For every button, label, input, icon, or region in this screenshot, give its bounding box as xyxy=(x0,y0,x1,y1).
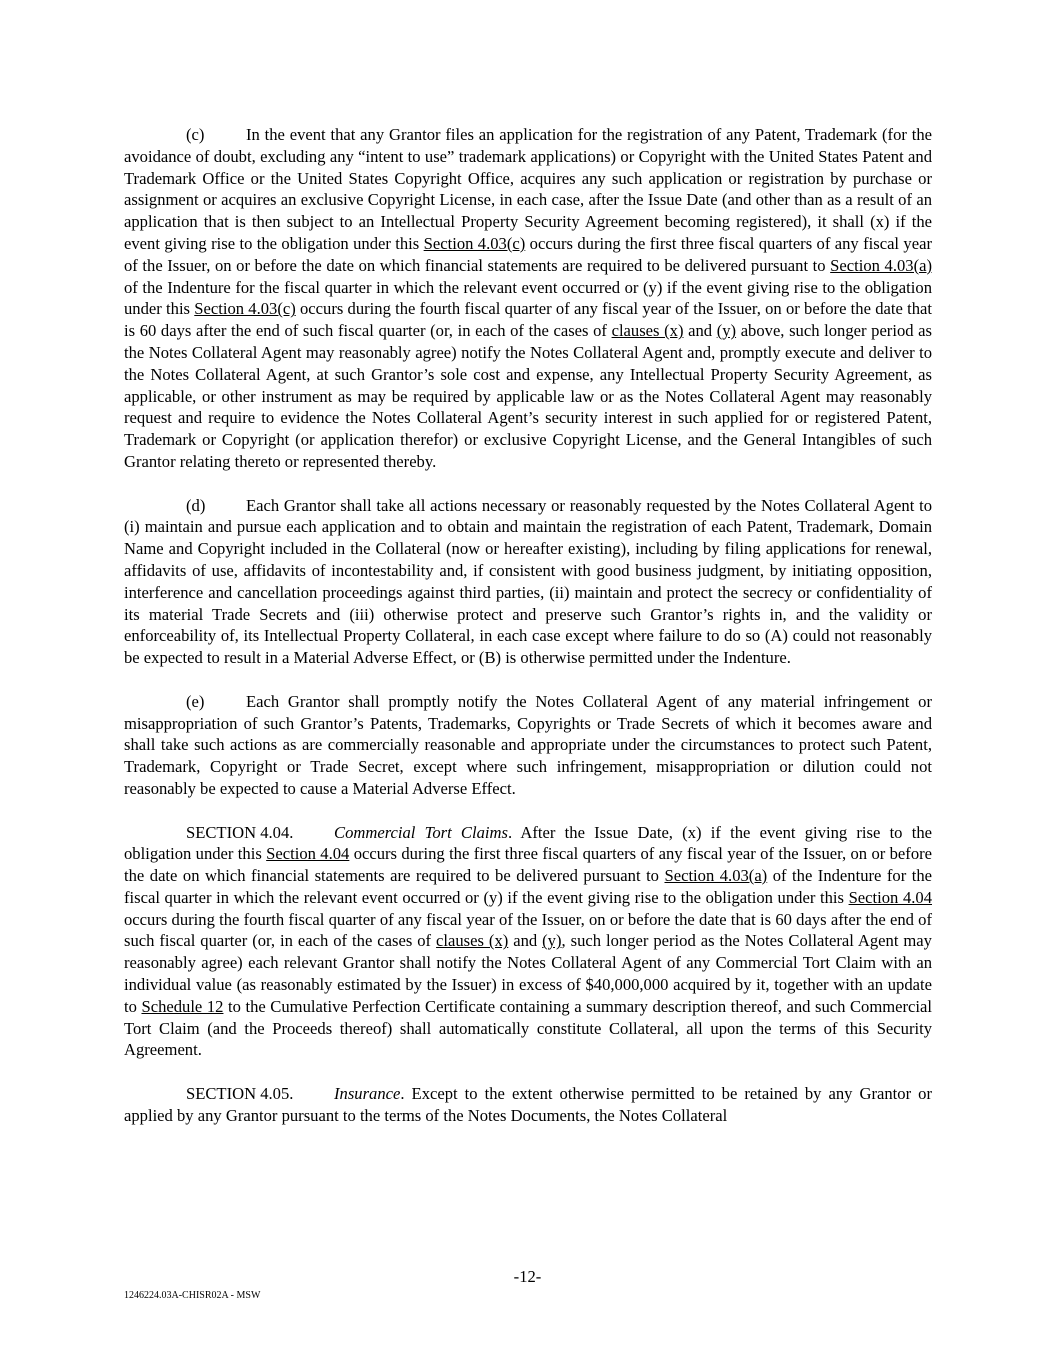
cross-reference: Section 4.03(a) xyxy=(664,866,768,886)
paragraph-text: of the Indenture for the fiscal quarter in which the relevant event occurred or (y) if the event giving rise to the obligation under this xyxy=(124,277,932,319)
cross-reference: Section 4.03(c) xyxy=(423,233,526,253)
paragraph-text: Each Grantor shall take all actions necessary or reasonably requested by the Notes Collateral Agent to (i) maintain and pursue each application and to obtain and maintain the registration of each Patent, Trademark, Domain Name and Copyright included in the Collateral (now or hereafter existing), including by filing applications for renewal, affidavits of use, affidavits of incontestability and, if consistent with good business judgment, by initiating opposition, interference and cancellation proceedings against third parties, (ii) maintain and protect the secrecy or confidentiality of its material Trade Secrets and (iii) otherwise protect and preserve such Grantor’s rights in, and the validity or enforceability of, its Intellectual Property Collateral, in each case except where failure to do so (A) could not reasonably be expected to result in a Material Adverse Effect, or (B) is otherwise permitted under the Indenture. xyxy=(124,495,932,668)
section-text: . After the Issue Date, (x) if the event giving rise to the obligation under this xyxy=(124,822,932,864)
cross-reference: Schedule 12 xyxy=(141,996,224,1016)
cross-reference: clauses (x) xyxy=(611,321,684,341)
paragraph-label: (d) xyxy=(186,495,206,515)
section-title: Commercial Tort Claims xyxy=(334,822,508,842)
cross-reference: Section 4.03(a) xyxy=(830,255,932,275)
cross-reference: Section 4.03(c) xyxy=(194,299,296,319)
paragraph-e xyxy=(124,691,932,800)
paragraph-c xyxy=(124,124,932,473)
section-text: of the Indenture for the fiscal quarter in which the relevant event occurred or (y) if the event giving rise to the obligation under this xyxy=(124,866,932,907)
section-4-05 xyxy=(124,1083,932,1127)
section-text: , such longer period as the Notes Collateral Agent may reasonably agree) each relevant Grantor shall notify the Notes Collateral Agent of any Commercial Tort Claim with an individual value (as reasonably estimated by the Issuer) in excess of $40,000,000 acquired by it, together with an update to xyxy=(124,931,932,1016)
section-text: . Except to the extent otherwise permitted to be retained by any Grantor or applied by any Grantor pursuant to the terms of the Notes Documents, the Notes Collateral xyxy=(124,1084,932,1125)
section-text: to the Cumulative Perfection Certificate containing a summary description thereof, and such Commercial Tort Claim (and the Proceeds thereof) shall automatically constitute Collateral, all upon the terms of this Security Agreement. xyxy=(124,996,932,1060)
section-text: occurs during the fourth fiscal quarter of any fiscal year of the Issuer, on or before the date that is 60 days after the end of such fiscal quarter (or, in each of the cases of xyxy=(124,909,932,951)
document-body xyxy=(124,124,932,1148)
page-number: -12- xyxy=(513,1267,542,1286)
cross-reference: clauses (x) xyxy=(436,931,509,951)
paragraph-text: occurs during the first three fiscal quarters of any fiscal year of the Issuer, on or before the date on which financial statements are required to be delivered pursuant to xyxy=(124,233,932,275)
section-text: occurs during the first three fiscal quarters of any fiscal year of the Issuer, on or before the date on which financial statements are required to be delivered pursuant to xyxy=(124,844,933,886)
document-id: 1246224.03A-CHISR02A - MSW xyxy=(124,1290,261,1301)
paragraph-text: and xyxy=(683,321,717,341)
paragraph-text: above, such longer period as the Notes Collateral Agent may reasonably agree) notify the Notes Collateral Agent and, promptly execute and deliver to the Notes Collateral Agent, at such Grantor’s sole cost and expense, any Intellectual Property Security Agreement, as applicable, or other instrument as may be required by applicable law or as the Notes Collateral Agent may reasonably request and require to evidence the Notes Collateral Agent’s security interest in such applied for or registered Patent, Trademark or Copyright (or application therefor) or exclusive Copyright License, and the General Intangibles of such Grantor relating thereto or represented thereby. xyxy=(124,321,932,471)
paragraph-label: (c) xyxy=(186,125,205,144)
paragraph-text: Each Grantor shall promptly notify the Notes Collateral Agent of any material infringement or misappropriation of such Grantor’s Patents, Trademarks, Copyrights or Trade Secrets of which it becomes aware and shall take such actions as are commercially reasonable and appropriate under the circumstances to protect such Patent, Trademark, Copyright or Trade Secret, except where such infringement, misappropriation or dilution could not reasonably be expected to cause a Material Adverse Effect. xyxy=(124,691,932,798)
paragraph-text: occurs during the fourth fiscal quarter of any fiscal year of the Issuer, on or before the date that is 60 days after the end of such fiscal quarter (or, in each of the cases of xyxy=(124,299,932,341)
section-text: and xyxy=(508,931,543,951)
paragraph-label: (e) xyxy=(186,691,205,711)
section-4-04 xyxy=(124,822,932,1062)
cross-reference: Section 4.04 xyxy=(266,844,350,864)
section-title: Insurance xyxy=(334,1084,401,1104)
paragraph-text: In the event that any Grantor files an application for the registration of any Patent, Trademark (for the avoidance of doubt, excluding any “intent to use” trademark applications) or Copyright with the United States Patent and Trademark Office or the United States Copyright Office, acquires any such application or registration by purchase or assignment or acquires an exclusive Copyright License, in each case, after the Issue Date (and other than as a result of an application that is then subject to an Intellectual Property Security Agreement becoming registered), it shall (x) if the event giving rise to the obligation under this xyxy=(124,125,932,253)
section-number: SECTION 4.05. xyxy=(186,1084,294,1104)
cross-reference: Section 4.04 xyxy=(848,887,932,907)
section-number: SECTION 4.04. xyxy=(186,822,294,842)
cross-reference: (y) xyxy=(542,931,562,951)
paragraph-d xyxy=(124,495,932,669)
cross-reference: (y) xyxy=(716,321,737,341)
